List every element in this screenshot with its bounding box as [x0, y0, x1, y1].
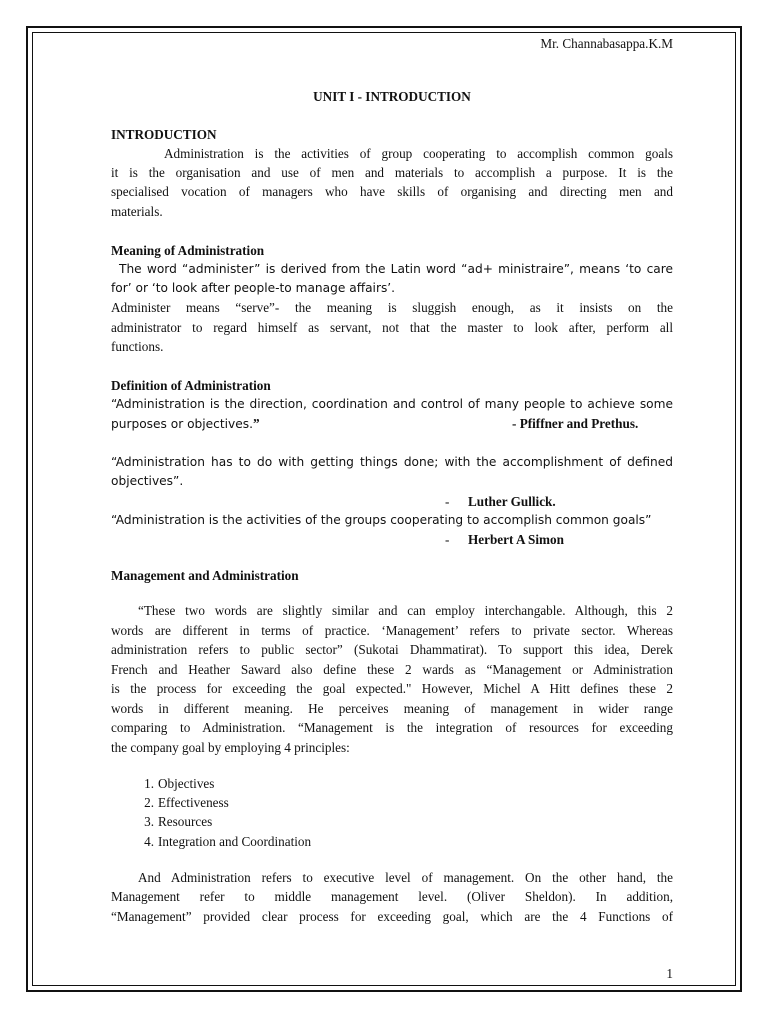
management-line: is the process for exceeding the goal expected." However, Michel A Hitt defines these 2: [111, 681, 673, 696]
closing-line: And Administration refers to executive level of management. On the other hand, the: [138, 870, 673, 885]
management-line: administration refers to public sector” (Sukotai Dhammatirat). To support this idea, Derek: [111, 642, 673, 657]
author-header: Mr. Channabasappa.K.M: [540, 36, 673, 51]
meaning-line: administrator to regard himself as servant, not that the master to look after, perform all: [111, 320, 673, 335]
management-heading: Management and Administration: [111, 568, 299, 583]
intro-line: materials.: [111, 204, 163, 219]
intro-line: it is the organisation and use of men and materials to accomplish a purpose. It is the: [111, 165, 673, 180]
closing-line: “Management” provided clear process for exceeding goal, which are the 4 Functions of: [111, 909, 673, 924]
quote-dash: -: [445, 494, 450, 509]
intro-line: Administration is the activities of group cooperating to accomplish common goals: [164, 146, 673, 161]
quote-author: - Pfiffner and Prethus.: [512, 416, 639, 431]
intro-line: specialised vocation of managers who have skills of organising and directing men and: [111, 184, 673, 199]
closing-line: Management refer to middle management level. (Oliver Sheldon). In addition,: [111, 889, 673, 904]
management-line: comparing to Administration. “Management is the integration of resources for exceeding: [111, 720, 673, 735]
meaning-heading: Meaning of Administration: [111, 243, 265, 258]
definition-heading: Definition of Administration: [111, 378, 271, 393]
page-title: UNIT I - INTRODUCTION: [313, 89, 471, 104]
quote-dash: -: [445, 532, 450, 547]
quote-author: Luther Gullick.: [468, 494, 556, 509]
management-line: “These two words are slightly similar and can employ interchangable. Although, this 2: [138, 603, 673, 618]
meaning-line: The word “administer” is derived from the Latin word “ad+ ministraire”, means ‘to care: [119, 262, 673, 276]
meaning-line: functions.: [111, 339, 164, 354]
quote-line: purposes or objectives.”: [111, 416, 260, 431]
quote-line: “Administration is the activities of the groups cooperating to accomplish common goals”: [111, 513, 652, 527]
quote-author: Herbert A Simon: [468, 532, 564, 547]
management-line: French and Heather Saward also define these 2 wards as “Management or Administration: [111, 662, 673, 677]
management-line: the company goal by employing 4 principles:: [111, 740, 350, 755]
quote-line: “Administration has to do with getting things done; with the accomplishment of defined: [111, 455, 673, 469]
intro-heading: INTRODUCTION: [111, 127, 217, 142]
quote-line: objectives”.: [111, 474, 184, 488]
quote-line: “Administration is the direction, coordination and control of many people to achieve some: [111, 397, 673, 411]
management-line: words in different meaning. He perceives meaning of management in wider range: [111, 701, 673, 716]
page-number: 1: [666, 966, 673, 981]
management-line: words are different in terms of practice. ‘Management’ refers to private sector. Whereas: [111, 623, 673, 638]
meaning-line: Administer means “serve”- the meaning is sluggish enough, as it insists on the: [111, 300, 673, 315]
meaning-line: for’ or ‘to look after people-to manage affairs’.: [111, 281, 396, 295]
